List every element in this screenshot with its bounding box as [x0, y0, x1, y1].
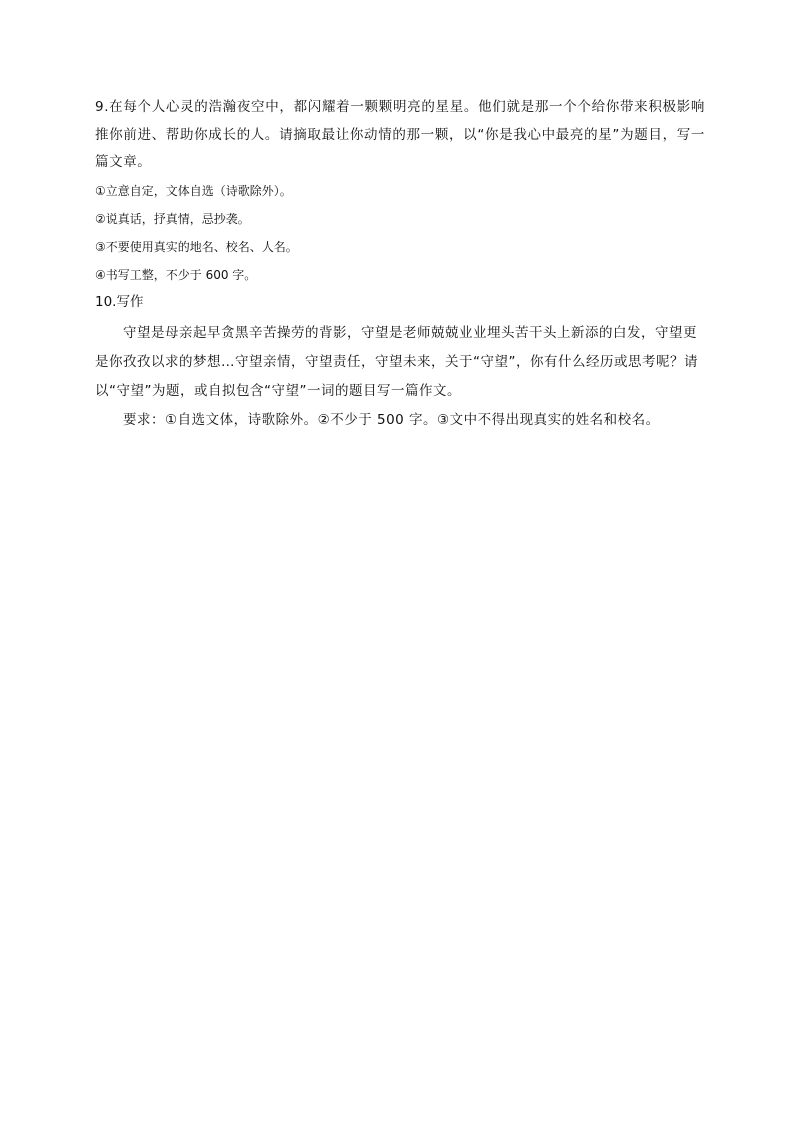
question-9-requirement-3: ③不要使用真实的地名、校名、人名。: [95, 239, 298, 254]
question-10-paragraph: 守望是母亲起早贪黑辛苦操劳的背影，守望是老师兢兢业业埋头苦干头上新添的白发，守望更是你孜孜以求的梦想…守望亲情，守望责任，守望未来，关于“守望”，你有什么经历或思考呢？请以“守望”为题，或自拟包含“守望”一词的题目写一篇作文。: [95, 324, 698, 399]
question-9-requirement-4: ④书写工整，不少于 600 字。: [95, 267, 257, 282]
document-content: [95, 94, 705, 435]
question-9-requirement-2: ②说真话，抒真情，忌抄袭。: [95, 211, 250, 226]
question-10-requirements: 要求：①自选文体，诗歌除外。②不少于 500 字。③文中不得出现真实的姓名和校名。: [123, 411, 660, 428]
question-10-title: 10.写作: [95, 293, 144, 310]
question-9-stem: 9.在每个人心灵的浩瀚夜空中，都闪耀着一颗颗明亮的星星。他们就是那一个个给你带来积极影响推你前进、帮助你成长的人。请摘取最让你动情的那一颗，以“你是我心中最亮的星”为题目，写一篇文章。: [95, 99, 705, 170]
question-9-requirement-1: ①立意自定，文体自选（诗歌除外）。: [95, 183, 292, 198]
